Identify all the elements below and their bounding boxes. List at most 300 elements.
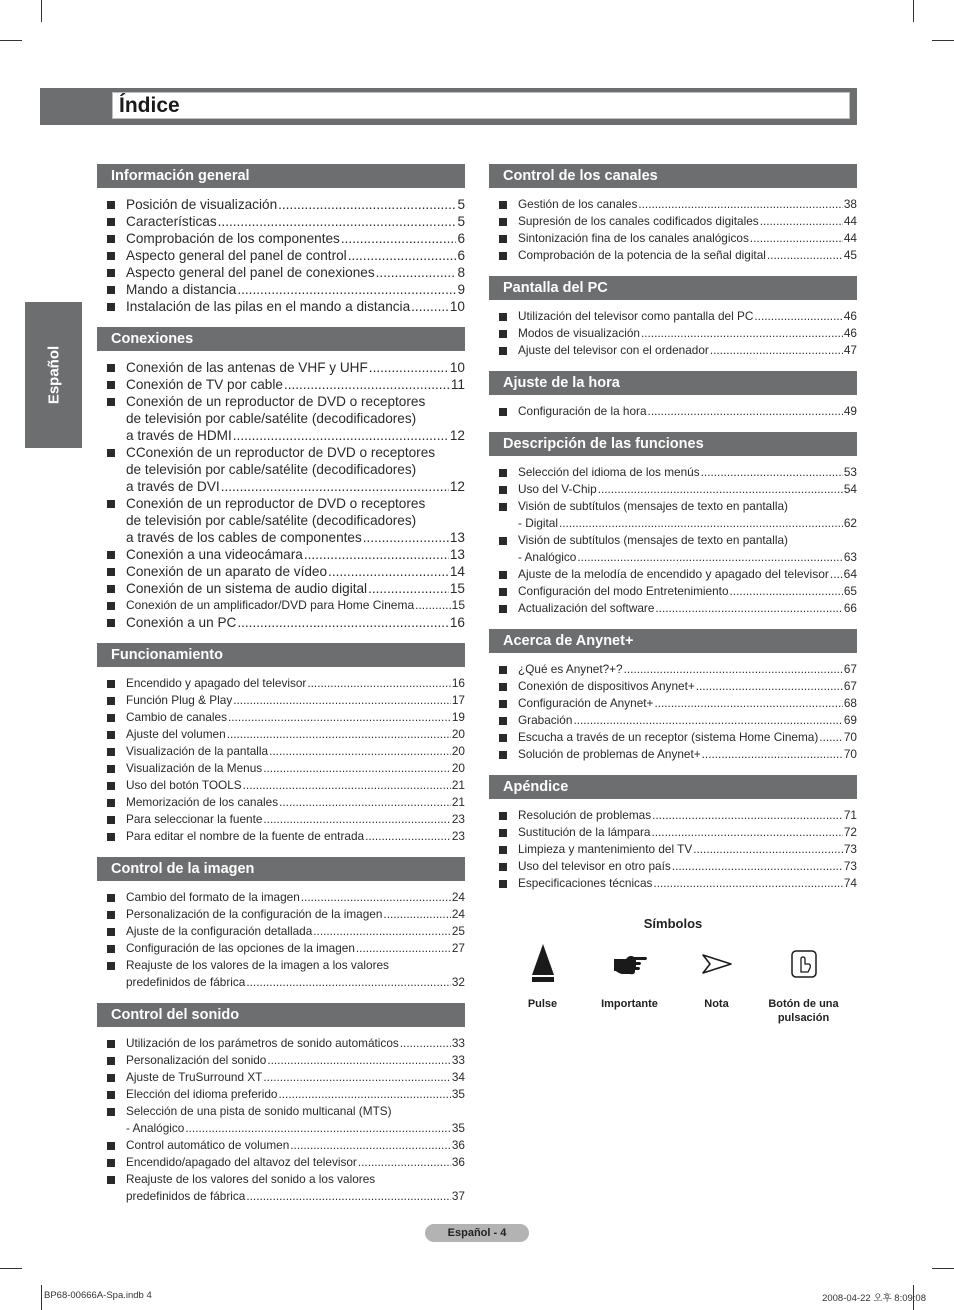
toc-entry-title: Reajuste de los valores del sonido a los valores	[126, 1172, 376, 1186]
symbol-one-touch	[760, 941, 847, 1025]
bullet-square-icon	[107, 252, 115, 260]
dot-leader	[648, 403, 843, 420]
toc-entry	[499, 746, 857, 763]
toc-entry-title: Conexión de dispositivos Anynet+	[518, 679, 695, 693]
dot-leader	[363, 529, 449, 546]
toc-page-number: 27	[451, 941, 465, 955]
toc-page-number: 47	[843, 343, 857, 357]
toc-entry-title: a través de HDMI	[126, 428, 232, 443]
dot-leader	[227, 726, 451, 743]
toc-entry-title: Sintonización fina de los canales analógicos	[518, 231, 749, 245]
toc-entry-title: Elección del idioma preferido	[126, 1087, 278, 1101]
toc-entry	[499, 695, 857, 712]
bullet-square-icon	[107, 748, 115, 756]
toc-entry	[499, 532, 857, 566]
bullet-square-icon	[107, 782, 115, 790]
toc-entry-title: predefinidos de fábrica	[126, 975, 246, 989]
toc-entry	[107, 777, 465, 794]
toc-page-number: 44	[843, 231, 857, 245]
dot-leader	[652, 807, 843, 824]
bullet-square-icon	[107, 816, 115, 824]
dot-leader	[246, 1188, 451, 1205]
dot-leader	[400, 1035, 451, 1052]
dot-leader	[376, 264, 457, 281]
toc-entry	[107, 281, 465, 298]
dot-leader	[358, 1154, 451, 1171]
dot-leader	[301, 889, 451, 906]
toc-entry	[107, 889, 465, 906]
bullet-square-icon	[107, 585, 115, 593]
dot-leader	[284, 376, 450, 393]
toc-entry	[107, 614, 465, 631]
toc-entry-title: Utilización del televisor como pantalla del PC	[518, 309, 754, 323]
toc-section	[489, 432, 857, 617]
toc-entry-title: Conexión de un reproductor de DVD o receptores	[126, 394, 426, 409]
toc-entry-title: Control automático de volumen	[126, 1138, 290, 1152]
toc-entry-title: Características	[126, 214, 217, 229]
toc-page-number: 74	[843, 876, 857, 890]
toc-entry	[107, 546, 465, 563]
crop-mark	[41, 0, 42, 22]
toc-entry-title: Conexión de un amplificador/DVD para Home Cinema	[126, 598, 415, 612]
bullet-square-icon	[107, 218, 115, 226]
toc-page-number: 21	[451, 778, 465, 792]
toc-entry-title: Limpieza y mantenimiento del TV	[518, 842, 693, 856]
dot-leader	[750, 230, 843, 247]
toc-page-number: 6	[457, 231, 465, 246]
bullet-square-icon	[107, 799, 115, 807]
toc-entry	[107, 675, 465, 692]
bullet-square-icon	[499, 503, 507, 511]
toc-page-number: 53	[843, 465, 857, 479]
toc-section	[97, 1003, 465, 1205]
toc-page-number: 73	[843, 842, 857, 856]
toc-section	[97, 643, 465, 845]
dot-leader	[313, 923, 451, 940]
section-header: Acerca de Anynet+	[489, 629, 857, 653]
toc-section	[489, 276, 857, 359]
toc-entry-title: Uso del botón TOOLS	[126, 778, 242, 792]
toc-page-number: 67	[843, 662, 857, 676]
symbol-note-label: Nota	[704, 998, 729, 1010]
toc-right-column	[489, 164, 857, 904]
pointing-hand-icon	[612, 951, 648, 977]
section-header: Descripción de las funciones	[489, 432, 857, 456]
toc-entry-title: Función Plug & Play	[126, 693, 233, 707]
toc-entry-title: Selección del idioma de los menús	[518, 465, 700, 479]
toc-entry	[107, 760, 465, 777]
toc-page-number: 23	[451, 829, 465, 843]
toc-page-number: 66	[843, 601, 857, 615]
toc-entry-title: ¿Qué es Anynet?+?	[518, 662, 623, 676]
toc-page-number: 20	[451, 744, 465, 758]
dot-leader	[278, 196, 456, 213]
dot-leader	[356, 940, 451, 957]
toc-entry-title: Configuración de las opciones de la imagen	[126, 941, 355, 955]
dot-leader	[654, 695, 842, 712]
dot-leader	[653, 875, 842, 892]
toc-entry	[499, 841, 857, 858]
symbols-legend	[489, 916, 857, 1025]
toc-page-number: 10	[449, 299, 465, 314]
toc-entry-title: Cambio de canales	[126, 710, 227, 724]
toc-page-number: 6	[457, 248, 465, 263]
toc-page-number: 12	[449, 428, 465, 443]
toc-entry	[499, 498, 857, 532]
dot-leader	[710, 342, 843, 359]
toc-entry	[499, 712, 857, 729]
bullet-square-icon	[107, 1074, 115, 1082]
toc-page-number: 16	[451, 676, 465, 690]
dot-leader	[693, 841, 843, 858]
toc-entry	[107, 580, 465, 597]
bullet-square-icon	[499, 408, 507, 416]
toc-page-number: 36	[451, 1138, 465, 1152]
toc-page-number: 5	[457, 214, 465, 229]
dot-leader	[263, 1069, 450, 1086]
toc-entry	[499, 230, 857, 247]
toc-entry	[499, 308, 857, 325]
toc-page-number: 13	[449, 530, 465, 545]
dot-leader	[233, 692, 451, 709]
bullet-square-icon	[107, 731, 115, 739]
bullet-square-icon	[107, 680, 115, 688]
bullet-square-icon	[499, 469, 507, 477]
toc-entry-title: Visualización de la Menus	[126, 761, 263, 775]
toc-entry	[107, 247, 465, 264]
symbol-one-touch-label: Botón de una pulsación	[768, 998, 839, 1024]
toc-section	[97, 327, 465, 631]
toc-entry	[499, 403, 857, 420]
toc-entry-title: Instalación de las pilas en el mando a distancia	[126, 299, 411, 314]
toc-page-number: 10	[449, 360, 465, 375]
toc-page-number: 11	[450, 377, 465, 392]
section-header: Funcionamiento	[97, 643, 465, 667]
toc-left-column	[97, 164, 465, 1217]
toc-page-number: 24	[451, 907, 465, 921]
toc-entry	[107, 726, 465, 743]
toc-entry-title: Modos de visualización	[518, 326, 640, 340]
toc-entry	[107, 213, 465, 230]
dot-leader	[819, 729, 843, 746]
bullet-square-icon	[107, 602, 115, 610]
toc-entry-title: Especificaciones técnicas	[518, 876, 653, 890]
bullet-square-icon	[107, 398, 115, 406]
dot-leader	[304, 546, 449, 563]
bullet-square-icon	[107, 551, 115, 559]
toc-page-number: 44	[843, 214, 857, 228]
toc-entry-title: Configuración de Anynet+	[518, 696, 654, 710]
toc-entry	[107, 906, 465, 923]
bullet-square-icon	[499, 717, 507, 725]
toc-entry-title: Mando a distancia	[126, 282, 237, 297]
crop-mark	[41, 1285, 42, 1310]
toc-entry-title: Uso del V-Chip	[518, 482, 597, 496]
toc-page-number: 23	[451, 812, 465, 826]
toc-entry-title: Posición de visualización	[126, 197, 278, 212]
dot-leader	[233, 427, 449, 444]
toc-entry-title: a través de DVI	[126, 479, 220, 494]
bullet-square-icon	[107, 269, 115, 277]
toc-section	[97, 164, 465, 315]
toc-entry	[107, 1103, 465, 1137]
toc-page-number: 65	[843, 584, 857, 598]
toc-page-number: 19	[451, 710, 465, 724]
bullet-square-icon	[499, 812, 507, 820]
bullet-square-icon	[107, 714, 115, 722]
bullet-square-icon	[499, 347, 507, 355]
toc-entry-title: Utilización de los parámetros de sonido automáticos	[126, 1036, 399, 1050]
toc-page-number: 38	[843, 197, 857, 211]
dot-leader	[624, 661, 843, 678]
print-date-info: 2008-04-22 오후 8:09:08	[822, 1293, 926, 1304]
toc-entry	[499, 464, 857, 481]
dot-leader	[730, 583, 843, 600]
dot-leader	[246, 974, 451, 991]
bullet-square-icon	[107, 619, 115, 627]
toc-entry	[107, 495, 465, 546]
toc-entry-title: Memorización de los canales	[126, 795, 279, 809]
toc-page-number: 16	[449, 615, 465, 630]
toc-page-number: 63	[843, 550, 857, 564]
toc-page-number: 9	[457, 282, 465, 297]
title-box	[112, 92, 850, 119]
toc-entry	[107, 563, 465, 580]
dot-leader	[278, 1086, 450, 1103]
toc-page-number: 35	[451, 1087, 465, 1101]
toc-entry-title: Conexión de TV por cable	[126, 377, 283, 392]
toc-entry	[499, 807, 857, 824]
toc-page-number: 36	[451, 1155, 465, 1169]
toc-page-number: 15	[449, 581, 465, 596]
crop-mark	[913, 0, 914, 22]
toc-entry-title: Gestión de los canales	[518, 197, 638, 211]
toc-entry	[499, 583, 857, 600]
dot-leader	[365, 828, 451, 845]
toc-section	[489, 629, 857, 763]
section-header: Información general	[97, 164, 465, 188]
dot-leader	[243, 777, 451, 794]
bullet-square-icon	[107, 1091, 115, 1099]
dot-leader	[218, 213, 457, 230]
toc-entry-title: Conexión a una videocámara	[126, 547, 303, 562]
bullet-square-icon	[499, 605, 507, 613]
toc-entry-title: Supresión de los canales codificados digitales	[518, 214, 759, 228]
toc-page-number: 33	[451, 1036, 465, 1050]
title-bar	[40, 88, 857, 125]
toc-entry-title: Configuración del modo Entretenimiento	[518, 584, 729, 598]
bullet-square-icon	[107, 364, 115, 372]
dot-leader	[185, 1120, 451, 1137]
bullet-square-icon	[107, 1142, 115, 1150]
toc-entry-title: Conexión a un PC	[126, 615, 237, 630]
bullet-square-icon	[499, 700, 507, 708]
toc-entry-title: - Analógico	[126, 1121, 185, 1135]
bullet-square-icon	[499, 863, 507, 871]
section-header: Control del sonido	[97, 1003, 465, 1027]
dot-leader	[263, 760, 451, 777]
toc-page-number: 33	[451, 1053, 465, 1067]
toc-entry-title: Uso del televisor en otro país	[518, 859, 671, 873]
dot-leader	[598, 481, 843, 498]
crop-mark	[932, 1268, 954, 1269]
toc-entry-title: Ajuste del televisor con el ordenador	[518, 343, 709, 357]
crop-mark	[0, 1268, 22, 1269]
toc-entry	[107, 743, 465, 760]
bullet-square-icon	[499, 235, 507, 243]
toc-entry	[499, 247, 857, 264]
dot-leader	[368, 580, 449, 597]
toc-entry	[107, 230, 465, 247]
dot-leader	[830, 566, 843, 583]
dot-leader	[559, 515, 843, 532]
dot-leader	[701, 464, 843, 481]
one-touch-button-icon	[790, 949, 818, 979]
toc-entry-title: Ajuste de la configuración detallada	[126, 924, 313, 938]
dot-leader	[754, 308, 842, 325]
toc-entry-title: Actualización del software	[518, 601, 655, 615]
toc-entry	[107, 923, 465, 940]
bullet-square-icon	[107, 1040, 115, 1048]
toc-entry	[499, 213, 857, 230]
bullet-square-icon	[107, 894, 115, 902]
bullet-square-icon	[107, 201, 115, 209]
toc-entry-title: Comprobación de los componentes	[126, 231, 340, 246]
dot-leader	[279, 794, 451, 811]
toc-entry	[107, 393, 465, 444]
dot-leader	[651, 824, 842, 841]
dot-leader	[573, 712, 842, 729]
toc-entry	[499, 196, 857, 213]
toc-entry	[499, 824, 857, 841]
toc-page-number: 49	[843, 404, 857, 418]
toc-entry-title: Cambio del formato de la imagen	[126, 890, 300, 904]
toc-entry-title: Para editar el nombre de la fuente de entrada	[126, 829, 365, 843]
toc-entry-title: Sustitución de la lámpara	[518, 825, 651, 839]
crop-mark	[0, 40, 22, 41]
toc-entry	[107, 1035, 465, 1052]
toc-entry-title: - Digital	[518, 516, 558, 530]
dot-leader	[237, 281, 456, 298]
toc-entry-title: Encendido y apagado del televisor	[126, 676, 307, 690]
bullet-square-icon	[107, 303, 115, 311]
dot-leader	[655, 600, 842, 617]
bullet-square-icon	[107, 1176, 115, 1184]
bullet-square-icon	[499, 537, 507, 545]
toc-entry-title: Grabación	[518, 713, 573, 727]
section-header: Control de la imagen	[97, 857, 465, 881]
toc-page-number: 32	[451, 975, 465, 989]
toc-page-number: 13	[449, 547, 465, 562]
toc-page-number: 25	[451, 924, 465, 938]
toc-entry-title: Visión de subtítulos (mensajes de texto en pantalla)	[518, 533, 788, 547]
toc-entry-title: - Analógico	[518, 550, 577, 564]
toc-entry-title: de televisión por cable/satélite (decodificadores)	[126, 411, 417, 426]
bullet-square-icon	[499, 751, 507, 759]
dot-leader	[237, 614, 449, 631]
toc-page-number: 71	[843, 808, 857, 822]
bullet-square-icon	[499, 880, 507, 888]
toc-entry	[499, 325, 857, 342]
dot-leader	[641, 325, 843, 342]
toc-entry	[499, 342, 857, 359]
toc-section	[489, 775, 857, 892]
toc-page-number: 8	[457, 265, 465, 280]
bullet-square-icon	[107, 500, 115, 508]
bullet-square-icon	[499, 571, 507, 579]
toc-entry	[107, 1052, 465, 1069]
toc-section	[489, 164, 857, 264]
language-side-tab-label: Español	[45, 345, 62, 405]
bullet-square-icon	[499, 218, 507, 226]
toc-page-number: 24	[451, 890, 465, 904]
toc-page-number: 69	[843, 713, 857, 727]
section-header: Control de los canales	[489, 164, 857, 188]
toc-entry	[499, 566, 857, 583]
toc-page-number: 12	[449, 479, 465, 494]
section-header: Apéndice	[489, 775, 857, 799]
page-title: Índice	[119, 94, 180, 117]
toc-entry	[107, 597, 465, 614]
bullet-square-icon	[107, 1159, 115, 1167]
toc-entry-title: de televisión por cable/satélite (decodificadores)	[126, 513, 417, 528]
toc-entry	[107, 444, 465, 495]
toc-page-number: 20	[451, 761, 465, 775]
toc-page-number: 34	[451, 1070, 465, 1084]
bullet-square-icon	[499, 683, 507, 691]
dot-leader	[702, 746, 843, 763]
toc-entry	[107, 709, 465, 726]
toc-entry	[107, 692, 465, 709]
bullet-square-icon	[499, 829, 507, 837]
bullet-square-icon	[107, 381, 115, 389]
toc-page-number: 64	[843, 567, 857, 581]
toc-entry	[107, 264, 465, 281]
dot-leader	[269, 743, 451, 760]
toc-entry-title: Aspecto general del panel de control	[126, 248, 347, 263]
bullet-square-icon	[107, 449, 115, 457]
toc-entry-title: Configuración de la hora	[518, 404, 647, 418]
dot-leader	[290, 1137, 451, 1154]
toc-page-number: 54	[843, 482, 857, 496]
toc-page-number: 46	[843, 326, 857, 340]
toc-page-number: 20	[451, 727, 465, 741]
bullet-square-icon	[499, 201, 507, 209]
toc-page-number: 17	[451, 693, 465, 707]
toc-page-number: 14	[449, 564, 465, 579]
bullet-square-icon	[107, 235, 115, 243]
toc-entry	[107, 1171, 465, 1205]
print-file-info: BP68-00666A-Spa.indb 4	[44, 1290, 152, 1301]
toc-entry-title: Visión de subtítulos (mensajes de texto en pantalla)	[518, 499, 788, 513]
dot-leader	[348, 247, 457, 264]
toc-entry-title: Comprobación de la potencia de la señal digital	[518, 248, 766, 262]
toc-entry-title: predefinidos de fábrica	[126, 1189, 246, 1203]
toc-entry-title: Encendido/apagado del altavoz del televisor	[126, 1155, 357, 1169]
toc-entry-title: Conexión de un aparato de vídeo	[126, 564, 328, 579]
toc-entry-title: Aspecto general del panel de conexiones	[126, 265, 375, 280]
toc-entry	[107, 957, 465, 991]
toc-entry-title: Personalización del sonido	[126, 1053, 267, 1067]
toc-page-number: 37	[451, 1189, 465, 1203]
toc-entry	[107, 1069, 465, 1086]
toc-entry-title: Para seleccionar la fuente	[126, 812, 263, 826]
toc-entry	[107, 376, 465, 393]
toc-page-number: 15	[451, 598, 465, 612]
bullet-square-icon	[499, 734, 507, 742]
toc-entry	[499, 875, 857, 892]
toc-entry	[107, 1154, 465, 1171]
